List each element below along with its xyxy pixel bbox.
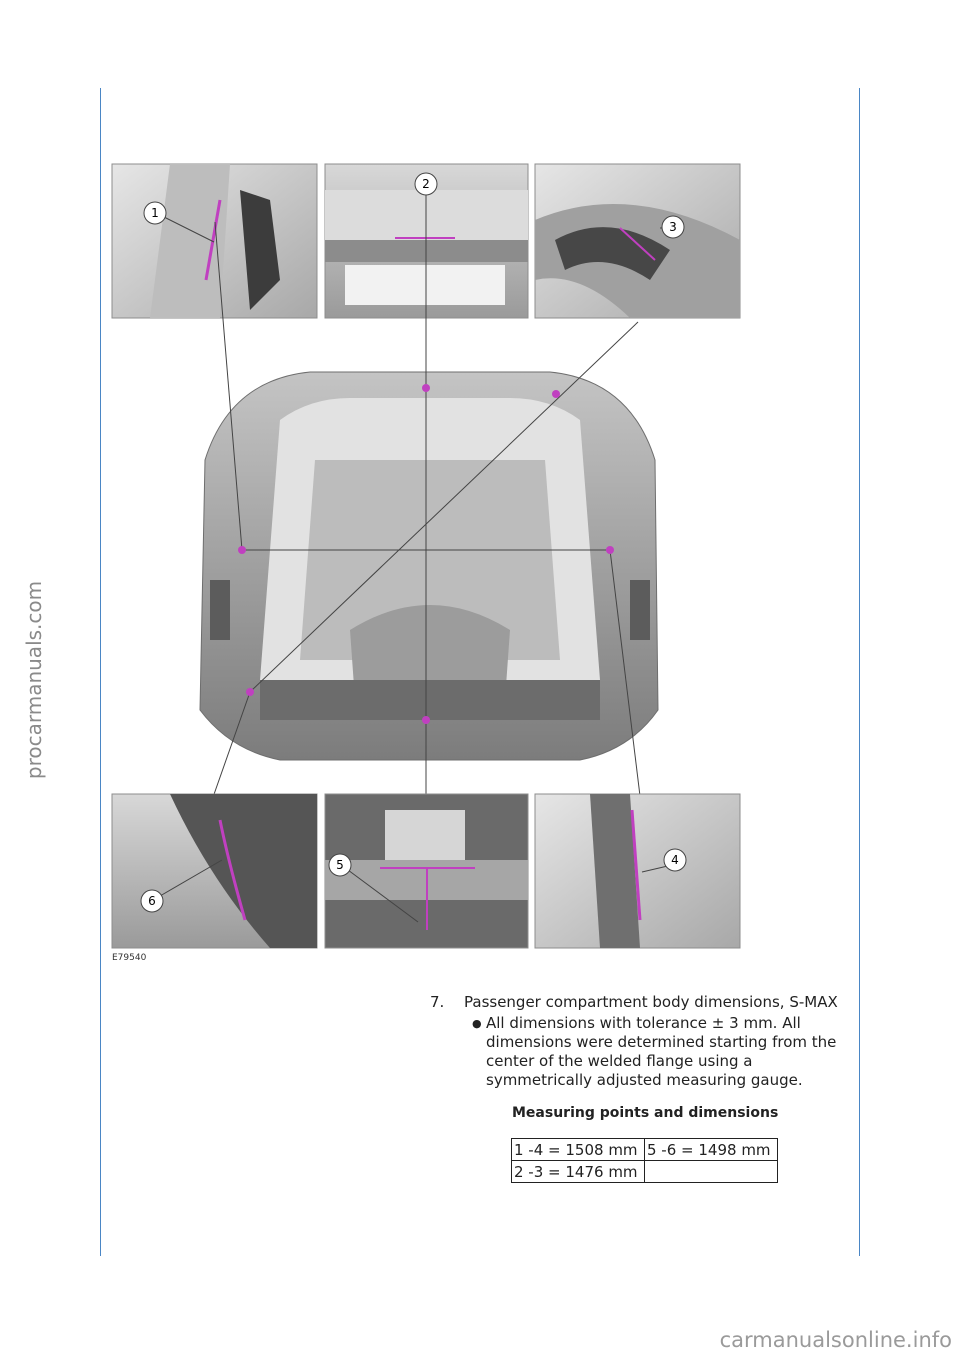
callout-2: 2: [422, 177, 430, 191]
callout-6: 6: [148, 894, 156, 908]
table-row: [512, 1161, 778, 1183]
table-cell: [645, 1161, 778, 1183]
tolerance-note-text: All dimensions with tolerance ± 3 mm. All dimensions were determined starting from the center of the welded flange using a symmetrically adjusted measuring gauge.: [486, 1014, 837, 1089]
table-cell: 1 -4 = 1508 mm: [512, 1139, 645, 1161]
detail-panel-5: [325, 794, 528, 948]
callout-5: 5: [336, 858, 344, 872]
bottom-watermark: carmanualsonline.info: [719, 1328, 952, 1352]
vehicle-body-shell: [200, 372, 658, 760]
callout-4: 4: [671, 853, 679, 867]
table-cell: 5 -6 = 1498 mm: [645, 1139, 778, 1161]
left-margin-rule: [100, 88, 101, 1256]
right-margin-rule: [859, 88, 860, 1256]
detail-panel-3: [535, 164, 740, 318]
detail-panel-4: [535, 794, 740, 948]
callout-3: 3: [669, 220, 677, 234]
detail-panel-1: [112, 164, 317, 318]
body-dimensions-figure: [110, 160, 742, 960]
measuring-heading: Measuring points and dimensions: [512, 1105, 779, 1121]
body-illustration: [110, 160, 742, 960]
step-title: Passenger compartment body dimensions, S-MAX: [464, 993, 838, 1011]
procedure-step: [430, 993, 850, 1123]
figure-id: E79540: [112, 953, 147, 963]
callout-1: 1: [151, 206, 159, 220]
step-number: 7.: [430, 993, 445, 1011]
bullet-dot-icon: ●: [472, 1017, 482, 1030]
side-watermark: procarmanuals.com: [22, 580, 46, 780]
dimensions-table: [511, 1138, 778, 1183]
tolerance-note: [472, 1014, 850, 1090]
table-cell: 2 -3 = 1476 mm: [512, 1161, 645, 1183]
detail-panel-6: [112, 794, 317, 948]
table-row: [512, 1139, 778, 1161]
